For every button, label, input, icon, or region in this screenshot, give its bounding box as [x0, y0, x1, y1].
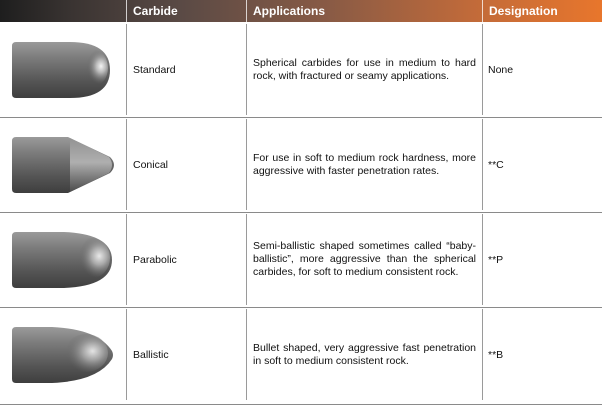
carbide-image-spherical	[0, 24, 126, 115]
row-divider	[0, 117, 602, 118]
row-divider	[0, 307, 602, 308]
header-designation: Designation	[482, 0, 602, 22]
header-applications: Applications	[246, 0, 482, 22]
ballistic-carbide-icon	[8, 323, 118, 387]
carbide-name: Conical	[126, 119, 246, 210]
carbide-designation: **C	[482, 119, 602, 210]
carbide-image-parabolic	[0, 214, 126, 305]
header-image	[0, 0, 126, 22]
carbide-designation: **B	[482, 309, 602, 400]
header-carbide: Carbide	[126, 0, 246, 22]
carbide-image-conical	[0, 119, 126, 210]
table-header	[0, 0, 602, 22]
carbide-applications: Bullet shaped, very aggressive fast penetration in soft to medium consistent rock.	[246, 309, 482, 400]
table-row	[0, 24, 602, 115]
spherical-carbide-icon	[8, 38, 118, 102]
carbide-name: Standard	[126, 24, 246, 115]
carbide-name: Ballistic	[126, 309, 246, 400]
carbide-applications: Spherical carbides for use in medium to hard rock, with fractured or seamy applications.	[246, 24, 482, 115]
parabolic-carbide-icon	[8, 228, 118, 292]
table-row	[0, 214, 602, 305]
carbide-designation: None	[482, 24, 602, 115]
row-divider	[0, 404, 602, 405]
carbide-applications: For use in soft to medium rock hardness, more aggressive with faster penetration rates.	[246, 119, 482, 210]
conical-carbide-icon	[8, 133, 118, 197]
table-row	[0, 309, 602, 400]
row-divider	[0, 212, 602, 213]
carbide-designation: **P	[482, 214, 602, 305]
carbide-name: Parabolic	[126, 214, 246, 305]
carbide-applications: Semi-ballistic shaped sometimes called “baby-ballistic”, more aggressive than the spherical carbides, for soft to medium consistent rock.	[246, 214, 482, 305]
table-row	[0, 119, 602, 210]
carbide-image-ballistic	[0, 309, 126, 400]
